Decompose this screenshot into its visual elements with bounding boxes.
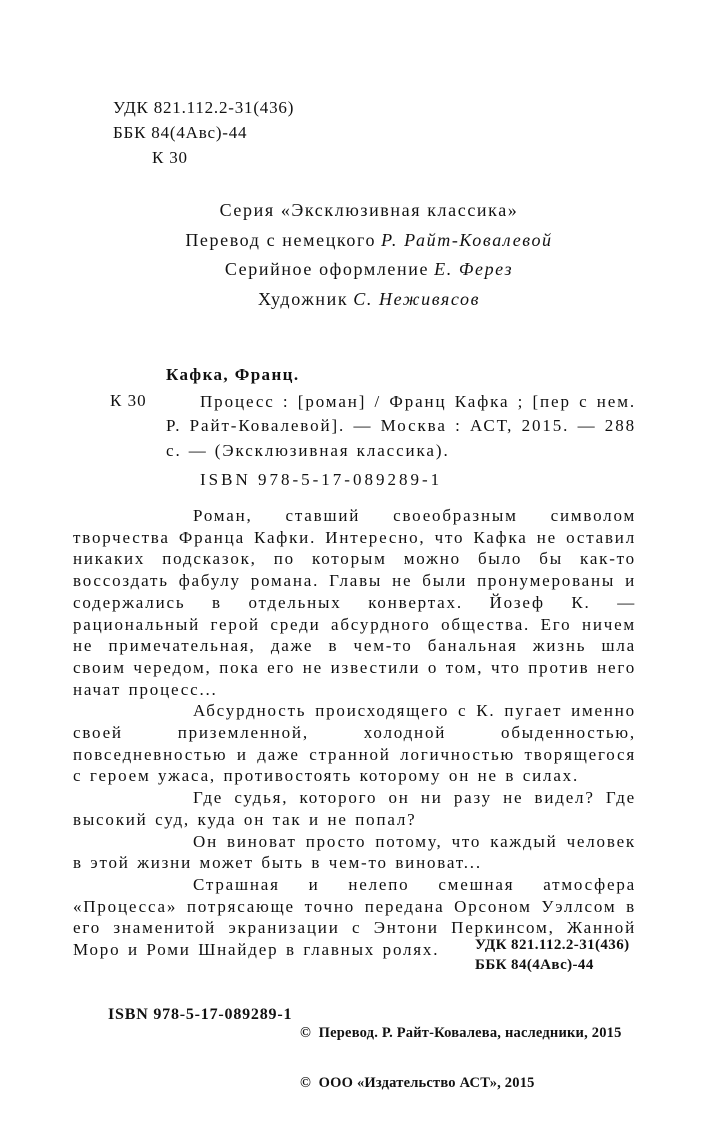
copyright-translation: © Перевод. Р. Райт-Ковалева, наследники, 2015 <box>300 1024 622 1041</box>
artist-name: С. Неживясов <box>353 288 481 309</box>
catalog-author-heading: Кафка, Франц. <box>166 365 300 384</box>
annotation-paragraph: Где судья, которого он ни разу не видел? Где высокий суд, куда он так и не попал? <box>73 788 636 829</box>
imprint-isbn: ISBN 978-5-17-089289-1 <box>108 1006 293 1023</box>
catalog-isbn: ISBN 978-5-17-089289-1 <box>200 470 443 489</box>
author-sign: К 30 <box>152 148 188 167</box>
annotation-block <box>73 505 636 961</box>
copyright-block <box>300 991 622 1109</box>
translation-credit <box>73 226 665 256</box>
design-label: Серийное оформление <box>224 259 430 280</box>
artist-label: Художник <box>257 288 349 309</box>
copyright-publisher: © ООО «Издательство АСТ», 2015 <box>300 1074 535 1091</box>
top-codes-block <box>113 95 294 170</box>
translation-label: Перевод с немецкого <box>185 229 377 250</box>
bottom-udk-code: УДК 821.112.2-31(436) <box>475 937 630 953</box>
udk-code: УДК 821.112.2-31(436) <box>113 98 295 117</box>
bbk-code: ББК 84(4Авс)-44 <box>113 123 248 142</box>
translator-name: Р. Райт-Ковалевой <box>381 229 553 250</box>
series-credits-block <box>73 196 665 314</box>
bottom-codes-block <box>475 936 630 975</box>
designer-name: Е. Ферез <box>434 259 514 280</box>
annotation-paragraph: Роман, ставший своеобразным символом творчества Франца Кафки. Интересно, что Кафка не оставил никаких подсказок, по которым можно было бы как-то воссоздать фабулу романа. Главы не были пронумерованы и содержались в отдельных конвертах. Йозеф К. — рациональный герой среди абсурдного общества. Его ничем не примечательная, даже в чем-то банальная жизнь шла своим чередом, пока его не известили о том, что против него начат процесс... <box>73 506 636 699</box>
catalog-entry: Процесс : [роман] / Франц Кафка ; [пер с нем. Р. Райт-Ковалевой]. — Москва : АСТ, 2015. — 288 с. — (Эксклюзивная классика). <box>166 392 636 460</box>
annotation-paragraph: Страшная и нелепо смешная атмосфера «Процесса» потрясающе точно передана Орсоном Уэллсом в его знаменитой экранизации с Энтони Перкинсом, Жанной Моро и Роми Шнайдер в главных ролях. <box>73 874 636 960</box>
series-title: Серия «Эксклюзивная классика» <box>219 200 519 220</box>
artist-credit <box>73 285 665 315</box>
annotation-paragraph: Он виноват просто потому, что каждый человек в этой жизни может быть в чем-то виноват... <box>73 831 636 873</box>
catalog-author-sign: К 30 <box>110 391 147 410</box>
bottom-bbk-code: ББК 84(4Авс)-44 <box>475 956 594 973</box>
design-credit <box>73 255 665 285</box>
annotation-paragraph: Абсурдность происходящего с К. пугает именно своей приземленной, холодной обыденностью, повседневностью и даже странной логичностью творящегося с героем ужаса, противостоять которому он не в силах. <box>73 701 636 786</box>
